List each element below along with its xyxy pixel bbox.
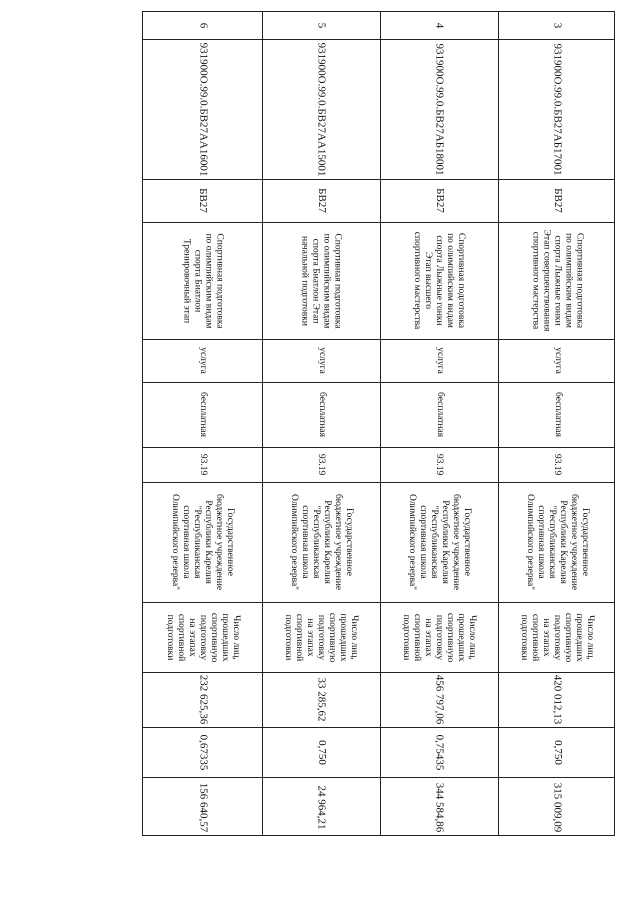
cell-text-v3: 344 584,86: [433, 782, 446, 832]
cell-text-pay: бесплатная: [316, 392, 327, 437]
table-cell-type: [143, 339, 262, 382]
table-cell-kind: [380, 179, 498, 222]
table-cell-v3: [380, 777, 498, 837]
table-cell-v2: [380, 727, 498, 777]
table-cell-indicator: [262, 602, 380, 672]
table-cell-pay: [143, 382, 262, 447]
cell-text-pay: бесплатная: [434, 392, 445, 437]
table-cell-institution: [380, 482, 498, 602]
cell-text-num: 4: [433, 22, 446, 29]
table-cell-v1: [380, 672, 498, 727]
cell-text-name: Спортивная подготовка по олимпийским видам спорта Биатлон Этап начальной подготовки: [299, 232, 343, 329]
cell-text-v3: 315 009,09: [551, 782, 564, 832]
cell-text-num: 6: [197, 22, 209, 29]
cell-text-institution: Государственное бюджетное учреждение Республики Карелия "Республиканская спортивная школа Олимпийского резерва": [525, 493, 590, 591]
cell-text-v1: 420 012,13: [551, 674, 564, 725]
table-cell-okved: [498, 447, 616, 482]
cell-text-institution: Государственное бюджетное учреждение Республики Карелия "Республиканская спортивная школа Олимпийского резерва": [289, 493, 354, 591]
cell-text-okved: 93.19: [434, 453, 445, 476]
table-cell-num: [498, 12, 616, 39]
table-cell-name: [498, 222, 616, 339]
cell-text-kind: БВ27: [551, 188, 564, 213]
cell-text-code: 931900О.99.0.БВ27АБ18001: [433, 42, 446, 176]
table-cell-v1: [262, 672, 380, 727]
cell-text-okved: 93.19: [316, 453, 327, 476]
cell-text-v1: 456 797,06: [433, 674, 446, 725]
table-cell-pay: [498, 382, 616, 447]
table-cell-institution: [262, 482, 380, 602]
cell-text-okved: 93.19: [552, 453, 563, 476]
cell-text-kind: БВ27: [315, 188, 328, 213]
table-cell-kind: [498, 179, 616, 222]
cell-text-name: Спортивная подготовка по олимпийским видам спорта Лыжные гонки Этап совершенствования спортивного мастерства: [530, 229, 585, 332]
table-cell-v3: [498, 777, 616, 837]
cell-text-name: Спортивная подготовка по олимпийским видам спорта Лыжные гонки Этап высшего спортивного мастерства: [412, 231, 467, 330]
table-cell-v2: [143, 727, 262, 777]
cell-text-type: услуга: [316, 347, 327, 374]
table-cell-kind: [262, 179, 380, 222]
table-cell-type: [380, 339, 498, 382]
table-cell-v2: [262, 727, 380, 777]
cell-text-institution: Государственное бюджетное учреждение Республики Карелия "Республиканская спортивная школа Олимпийского резерва": [170, 493, 236, 591]
table-cell-kind: [143, 179, 262, 222]
services-table: [142, 11, 615, 836]
table-cell-v3: [143, 777, 262, 837]
cell-text-v1: 33 285,62: [315, 677, 328, 722]
table-cell-num: [380, 12, 498, 39]
cell-text-v2: 0,750: [551, 739, 564, 765]
cell-text-pay: бесплатная: [552, 392, 563, 437]
cell-text-v2: 0,750: [315, 739, 328, 765]
table-cell-institution: [143, 482, 262, 602]
table-cell-v1: [143, 672, 262, 727]
table-cell-okved: [143, 447, 262, 482]
table-cell-type: [262, 339, 380, 382]
table-cell-name: [380, 222, 498, 339]
cell-text-code: 931900О.99.0.БВ27АБ17001: [551, 42, 564, 176]
cell-text-v2: 0,75435: [433, 734, 446, 770]
table-cell-institution: [498, 482, 616, 602]
table-cell-code: [380, 39, 498, 179]
cell-text-code: 931900О.99.0.БВ27АА15001: [315, 42, 328, 176]
table-cell-code: [143, 39, 262, 179]
cell-text-v1: 232 625,36: [197, 674, 209, 725]
table-cell-name: [143, 222, 262, 339]
cell-text-name: Спортивная подготовка по олимпийским видам спорта Биатлон Тренировочный этап: [181, 232, 225, 329]
cell-text-okved: 93.19: [198, 453, 208, 476]
cell-text-indicator: Число лиц, прошедших спортивную подготовку на этапах спортивной подготовки: [401, 612, 478, 662]
cell-text-indicator: Число лиц, прошедших спортивную подготовку на этапах спортивной подготовки: [164, 612, 241, 662]
table-cell-num: [143, 12, 262, 39]
table-cell-pay: [262, 382, 380, 447]
cell-text-v2: 0,67335: [197, 734, 209, 770]
cell-text-v3: 24 964,21: [315, 785, 328, 829]
cell-text-type: услуга: [434, 347, 445, 374]
table-cell-okved: [262, 447, 380, 482]
cell-text-code: 931900О.99.0.БВ27АА16001: [197, 42, 209, 176]
cell-text-type: услуга: [552, 347, 563, 374]
table-cell-indicator: [498, 602, 616, 672]
table-cell-num: [262, 12, 380, 39]
cell-text-v3: 156 640,57: [197, 782, 209, 832]
cell-text-kind: БВ27: [197, 188, 209, 213]
table-cell-indicator: [143, 602, 262, 672]
table-cell-okved: [380, 447, 498, 482]
table-cell-type: [498, 339, 616, 382]
cell-text-kind: БВ27: [433, 188, 446, 213]
cell-text-type: услуга: [197, 347, 208, 374]
cell-text-num: 5: [315, 22, 328, 29]
cell-text-num: 3: [551, 22, 564, 29]
cell-text-pay: бесплатная: [198, 392, 208, 437]
cell-text-institution: Государственное бюджетное учреждение Республики Карелия "Республиканская спортивная школа Олимпийского резерва": [407, 493, 472, 591]
table-cell-code: [262, 39, 380, 179]
table-cell-v3: [262, 777, 380, 837]
cell-text-indicator: Число лиц, прошедших спортивную подготовку на этапах спортивной подготовки: [519, 612, 596, 662]
table-cell-pay: [380, 382, 498, 447]
table-cell-code: [498, 39, 616, 179]
table-cell-v1: [498, 672, 616, 727]
cell-text-indicator: Число лиц, прошедших спортивную подготовку на этапах спортивной подготовки: [283, 612, 360, 662]
table-cell-name: [262, 222, 380, 339]
table-cell-v2: [498, 727, 616, 777]
table-cell-indicator: [380, 602, 498, 672]
